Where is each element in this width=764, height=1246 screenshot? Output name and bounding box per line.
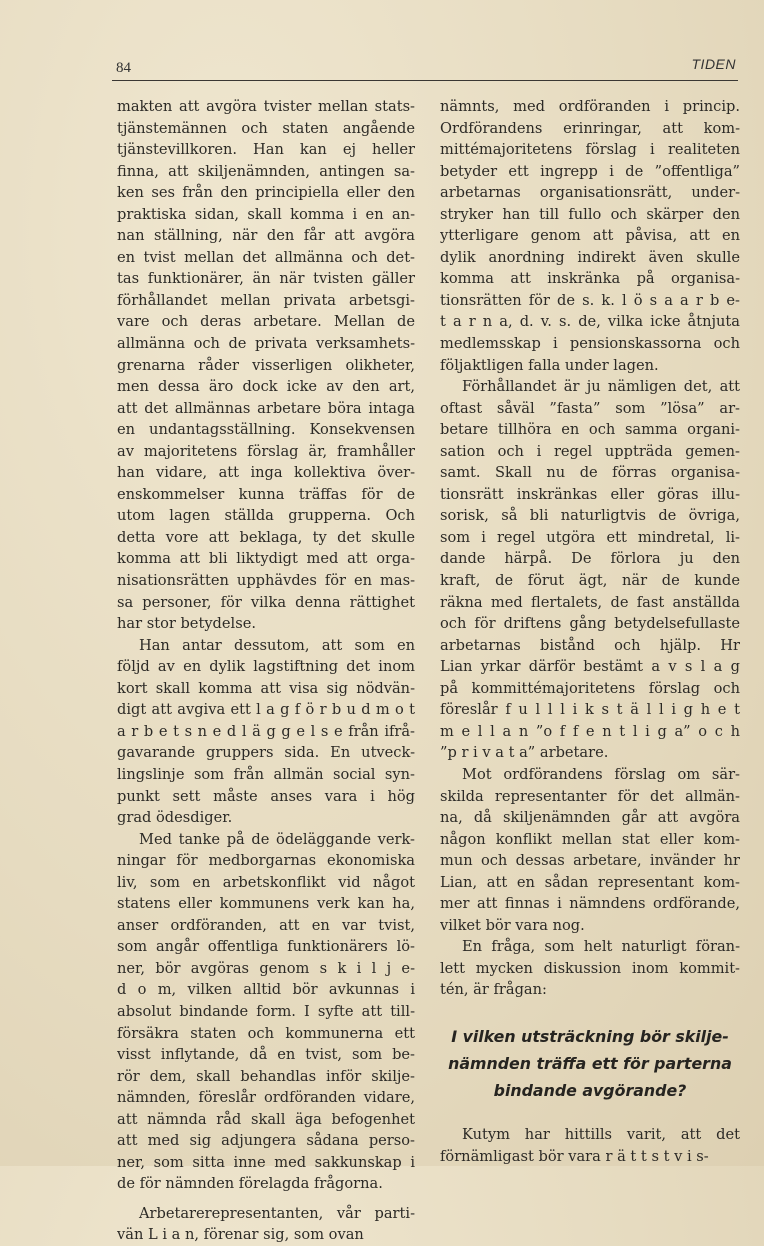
- text-line: tas funktionärer, än när tvisten gäller: [117, 270, 415, 288]
- text-line: mittémajoritetens förslag i realiteten: [440, 141, 740, 159]
- text-line: dylik anordning indirekt även skulle: [440, 248, 740, 266]
- text-line: anser ordföranden, att en var tvist,: [117, 916, 415, 934]
- text-line: grenarna råder visserligen olikheter,: [117, 356, 415, 374]
- text-line: att med sig adjungera sådana perso-: [117, 1132, 415, 1150]
- text-line: arbetarnas bistånd och hjälp. Hr: [440, 636, 740, 654]
- text-line: nisationsrätten upphävdes för en mas-: [117, 572, 415, 590]
- text-line: grad ödesdiger.: [117, 809, 233, 827]
- header-rule: [112, 80, 738, 81]
- text-line: En fråga, som helt naturligt föran-: [462, 938, 740, 956]
- text-line: att nämnda råd skall äga befogenhet: [117, 1110, 415, 1128]
- text-line: finna, att skiljenämnden, antingen sa-: [117, 162, 415, 180]
- text-line: komma att inskränka på organisa-: [440, 270, 740, 288]
- text-line: d o m, vilken alltid bör avkunnas i: [117, 981, 415, 999]
- text-line: och för driftens gång betydelsefullaste: [440, 615, 740, 633]
- text-line: sa personer, för vilka denna rättighet: [117, 593, 415, 611]
- section-heading-line: I vilken utsträckning bör skilje-: [451, 1026, 729, 1046]
- text-line: vare och deras arbetare. Mellan de: [117, 313, 415, 331]
- right-column-text-top: [440, 96, 740, 1001]
- text-line: tionsrätt inskränkas eller göras illu-: [440, 485, 740, 503]
- text-line: kraft, de förut ägt, när de kunde: [440, 572, 740, 590]
- text-line: na, då skiljenämnden går att avgöra: [440, 809, 740, 827]
- text-line: praktiska sidan, skall komma i en an-: [117, 205, 415, 223]
- text-line: en tvist mellan det allmänna och det-: [117, 248, 415, 266]
- text-line: föreslår f u l l l i k s t ä l l i g h e t: [440, 701, 740, 719]
- text-line: följaktligen falla under lagen.: [440, 356, 659, 374]
- text-line: statens eller kommunens verk kan ha,: [117, 895, 415, 913]
- text-line: Mot ordförandens förslag om sär-: [462, 765, 740, 783]
- text-line: förnämligast bör vara r ä t t s t v i s-: [440, 1147, 709, 1165]
- text-line: ningar för medborgarnas ekonomiska: [117, 852, 415, 870]
- text-line: han vidare, att inga kollektiva över-: [117, 464, 415, 482]
- text-line: tén, är frågan:: [440, 981, 547, 999]
- text-line: någon konflikt mellan stat eller kom-: [440, 830, 740, 848]
- text-line: ner, som sitta inne med sakkunskap i: [117, 1153, 415, 1171]
- text-line: Med tanke på de ödeläggande verk-: [139, 830, 415, 848]
- section-heading-line: nämnden träffa ett för parterna: [448, 1053, 732, 1073]
- text-line: betyder ett ingrepp i de ”offentliga”: [440, 162, 740, 180]
- text-line: gavarande gruppers sida. En utveck-: [117, 744, 415, 762]
- text-line: enskommelser kunna träffas för de: [117, 485, 415, 503]
- text-line: t a r n a, d. v. s. de, vilka icke åtnjuta: [440, 313, 740, 331]
- running-title: TIDEN: [691, 56, 736, 72]
- text-line: Han antar dessutom, att som en: [139, 636, 415, 654]
- text-line: har stor betydelse.: [117, 615, 256, 633]
- text-line: Förhållandet är ju nämligen det, att: [462, 378, 740, 396]
- text-line: a r b e t s n e d l ä g g e l s e från ifrå-: [117, 722, 415, 740]
- text-line: följd av en dylik lagstiftning det inom: [117, 658, 415, 676]
- text-line: vilket bör vara nog.: [440, 916, 585, 934]
- text-line: en undantagsställning. Konsekvensen: [117, 421, 415, 439]
- text-line: liv, som en arbetskonflikt vid något: [117, 873, 415, 891]
- text-line: tionsrätten för de s. k. l ö s a a r b e-: [440, 291, 740, 309]
- text-line: ”p r i v a t a” arbetare.: [440, 744, 609, 762]
- text-line: stryker han till fullo och skärper den: [440, 205, 740, 223]
- paragraph-gap: [117, 1195, 415, 1203]
- text-line: nämnden, föreslår ordföranden vidare,: [117, 1089, 415, 1107]
- left-column: [117, 96, 415, 1246]
- text-line: förhållandet mellan privata arbetsgi-: [117, 291, 415, 309]
- text-line: digt att avgiva ett l a g f ö r b u d m o t: [117, 701, 415, 719]
- text-line: komma att bli liktydigt med att orga-: [117, 550, 415, 568]
- text-line: allmänna och de privata verksamhets-: [117, 335, 415, 353]
- text-line: kort skall komma att visa sig nödvän-: [117, 679, 415, 697]
- text-line: tjänstemännen och staten angående: [117, 119, 415, 137]
- text-line: sation och i regel uppträda gemen-: [440, 442, 740, 460]
- text-line: ken ses från den principiella eller den: [117, 184, 415, 202]
- text-line: rör dem, skall behandlas inför skilje-: [117, 1067, 415, 1085]
- right-column: [440, 96, 740, 1167]
- text-line: skilda representanter för det allmän-: [440, 787, 740, 805]
- text-line: Kutym har hittills varit, att det: [462, 1125, 740, 1143]
- section-heading-line: bindande avgörande?: [493, 1080, 687, 1100]
- text-line: samt. Skall nu de förras organisa-: [440, 464, 740, 482]
- text-line: makten att avgöra tvister mellan stats-: [117, 98, 415, 115]
- text-line: dande härpå. De förlora ju den: [440, 550, 740, 568]
- text-line: att det allmännas arbetare böra intaga: [117, 399, 415, 417]
- text-line: absolut bindande form. I syfte att till-: [117, 1002, 415, 1020]
- text-line: sorisk, så bli naturligtvis de övriga,: [440, 507, 740, 525]
- page-number: 84: [116, 60, 131, 76]
- text-line: Ordförandens erinringar, att kom-: [440, 119, 740, 137]
- text-line: försäkra staten och kommunerna ett: [117, 1024, 415, 1042]
- text-line: betare tillhöra en och samma organi-: [440, 421, 740, 439]
- text-line: ner, bör avgöras genom s k i l j e-: [117, 959, 415, 977]
- text-line: som angår offentliga funktionärers lö-: [117, 938, 415, 956]
- text-line: Lian, att en sådan representant kom-: [440, 873, 740, 891]
- text-line: Arbetarerepresentanten, vår parti-: [139, 1204, 415, 1222]
- text-line: lett mycken diskussion inom kommit-: [440, 959, 740, 977]
- text-line: mer att finnas i nämndens ordförande,: [440, 895, 740, 913]
- text-line: lingslinje som från allmän social syn-: [117, 765, 415, 783]
- text-line: av majoritetens förslag är, framhåller: [117, 442, 415, 460]
- text-line: mun och dessas arbetare, invänder hr: [440, 852, 740, 870]
- text-line: vän L i a n, förenar sig, som ovan: [117, 1226, 364, 1244]
- text-line: punkt sett måste anses vara i hög: [117, 787, 415, 805]
- text-line: Lian yrkar därför bestämt a v s l a g: [440, 658, 740, 676]
- right-column-text-bottom: [440, 1124, 740, 1167]
- section-heading: [440, 1023, 740, 1104]
- text-line: oftast såväl ”fasta” som ”lösa” ar-: [440, 399, 740, 417]
- text-line: utom lagen ställda grupperna. Och: [117, 507, 415, 525]
- text-line: de för nämnden förelagda frågorna.: [117, 1175, 383, 1193]
- text-line: räkna med flertalets, de fast anställda: [440, 593, 740, 611]
- text-line: som i regel utgöra ett mindretal, li-: [440, 528, 740, 546]
- text-line: detta vore att beklaga, ty det skulle: [117, 528, 415, 546]
- text-line: tjänstevillkoren. Han kan ej heller: [117, 141, 415, 159]
- text-line: m e l l a n ”o f f e n t l i g a” o c h: [440, 722, 740, 740]
- text-line: men dessa äro dock icke av den art,: [117, 378, 415, 396]
- text-line: nan ställning, när den får att avgöra: [117, 227, 415, 245]
- text-line: medlemsskap i pensionskassorna och: [440, 335, 740, 353]
- text-line: på kommittémajoritetens förslag och: [440, 679, 740, 697]
- text-line: visst inflytande, då en tvist, som be-: [117, 1046, 415, 1064]
- text-line: nämnts, med ordföranden i princip.: [440, 98, 740, 115]
- text-line: ytterligare genom att påvisa, att en: [440, 227, 740, 245]
- text-line: arbetarnas organisationsrätt, under-: [440, 184, 740, 202]
